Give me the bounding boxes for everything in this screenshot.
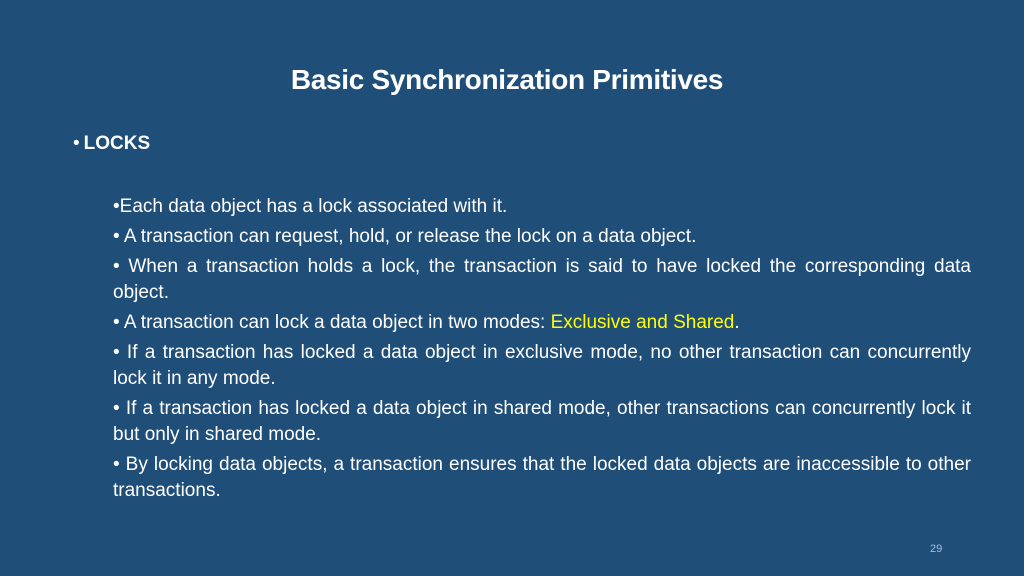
bullet-item	[113, 254, 971, 306]
bullet-item	[113, 396, 971, 448]
bullet-item	[113, 340, 971, 392]
bullet-item	[113, 310, 971, 336]
bullet-text: A transaction can request, hold, or release the lock on a data object.	[123, 226, 697, 247]
bullet-list	[113, 194, 971, 508]
slide-title: Basic Synchronization Primitives	[290, 64, 724, 95]
bullet-item	[113, 194, 971, 220]
bullet-text: When a transaction holds a lock, the transaction is said to have locked the corresponding data object.	[113, 256, 971, 303]
bullet-marker-icon: •	[113, 454, 126, 475]
bullet-marker-icon: •	[113, 196, 120, 217]
page-number: 29	[930, 543, 943, 555]
bullet-item	[113, 224, 971, 250]
bullet-text: A transaction can lock a data object in two modes:	[123, 312, 551, 333]
bullet-text: If a transaction has locked a data object in shared mode, other transactions can concurrently lock it but only in shared mode.	[113, 398, 971, 445]
bullet-marker-icon: •	[113, 226, 124, 247]
section-heading	[73, 133, 150, 155]
highlighted-modes: Exclusive and Shared	[550, 312, 735, 333]
bullet-text-end: .	[734, 312, 740, 333]
section-bullet-icon: •	[73, 133, 80, 154]
bullet-item	[113, 452, 971, 504]
bullet-marker-icon: •	[113, 398, 126, 419]
bullet-marker-icon: •	[113, 312, 124, 333]
bullet-text: Each data object has a lock associated with it.	[119, 196, 508, 217]
bullet-marker-icon: •	[113, 256, 129, 277]
bullet-text: If a transaction has locked a data object in exclusive mode, no other transaction can concurrently lock it in any mode.	[113, 342, 971, 389]
section-heading-text: LOCKS	[83, 133, 151, 154]
bullet-text: By locking data objects, a transaction ensures that the locked data objects are inaccessible to other transactions.	[113, 454, 971, 501]
bullet-marker-icon: •	[113, 342, 127, 363]
